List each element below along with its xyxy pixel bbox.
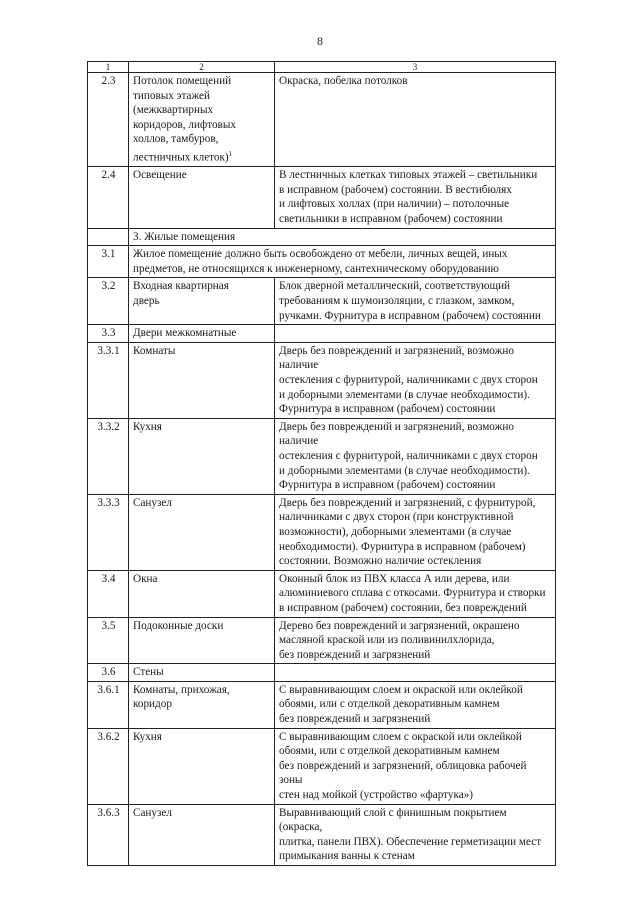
row-number: 2.3	[88, 73, 129, 167]
table-row	[88, 73, 556, 167]
row-item-name: Санузел	[129, 804, 275, 865]
requirements-table	[87, 61, 556, 866]
row-description: Блок дверной металлический, соответствующий требованиям к шумоизоляции, с глазком, замком, ручками. Фурнитура в исправном (рабочем) состоянии	[275, 278, 556, 325]
row-item-name: Стены	[129, 664, 275, 682]
row-number: 3.3	[88, 325, 129, 343]
row-item-name: Входная квартирная дверь	[129, 278, 275, 325]
row-description: Дерево без повреждений и загрязнений, окрашено масляной краской или из поливинилхлорида, без повреждений и загрязнений	[275, 617, 556, 664]
row-item-name: Комнаты, прихожая, коридор	[129, 681, 275, 728]
row-number: 3.6.1	[88, 681, 129, 728]
table-row	[88, 681, 556, 728]
table-row	[88, 804, 556, 865]
row-description: Дверь без повреждений и загрязнений, с фурнитурой, наличниками с двух сторон (при конструктивной возможности), доборными элементами (в случае необходимости). Фурнитура в исправном (рабочем) состоянии. Возможно наличие остекления	[275, 494, 556, 570]
row-number: 3.1	[88, 246, 129, 278]
row-description	[275, 664, 556, 682]
row-item-name: Кухня	[129, 418, 275, 494]
table-row	[88, 342, 556, 418]
table-row	[88, 228, 556, 246]
table-row	[88, 418, 556, 494]
table-row	[88, 617, 556, 664]
row-number: 3.3.3	[88, 494, 129, 570]
row-number: 3.3.1	[88, 342, 129, 418]
row-item-name: Окна	[129, 570, 275, 617]
row-item-name: Комнаты	[129, 342, 275, 418]
section-heading: 3. Жилые помещения	[129, 228, 556, 246]
table-row	[88, 325, 556, 343]
table-row	[88, 167, 556, 228]
row-number: 2.4	[88, 167, 129, 228]
table-row	[88, 246, 556, 278]
row-description: Окраска, побелка потолков	[275, 73, 556, 167]
row-number: 3.5	[88, 617, 129, 664]
row-item-name: Двери межкомнатные	[129, 325, 275, 343]
row-number: 3.4	[88, 570, 129, 617]
row-description: Жилое помещение должно быть освобождено от мебели, личных вещей, иных предметов, не относящихся к инженерному, сантехническому оборудованию	[129, 246, 556, 278]
row-item-name: Санузел	[129, 494, 275, 570]
row-item-name: Освещение	[129, 167, 275, 228]
table-row	[88, 278, 556, 325]
column-header: 1	[88, 62, 129, 73]
row-description: Дверь без повреждений и загрязнений, возможно наличие остекления с фурнитурой, наличниками с двух сторон и доборными элементами (в случае необходимости). Фурнитура в исправном (рабочем) состоянии	[275, 342, 556, 418]
column-header: 2	[129, 62, 275, 73]
row-description: С выравнивающим слоем с окраской или оклейкой обоями, или с отделкой декоративным камнем без повреждений и загрязнений, облицовка рабочей зоны стен над мойкой (устройство «фартука»)	[275, 728, 556, 804]
row-description: В лестничных клетках типовых этажей – светильники в исправном (рабочем) состоянии. В вестибюлях и лифтовых холлах (при наличии) – потолочные светильники в исправном (рабочем) состоянии	[275, 167, 556, 228]
page-number: 8	[317, 34, 323, 48]
row-description: Дверь без повреждений и загрязнений, возможно наличие остекления с фурнитурой, наличниками с двух сторон и доборными элементами (в случае необходимости). Фурнитура в исправном (рабочем) состоянии	[275, 418, 556, 494]
table-row	[88, 728, 556, 804]
row-item-name: Подоконные доски	[129, 617, 275, 664]
row-description: Выравнивающий слой с финишным покрытием (окраска, плитка, панели ПВХ). Обеспечение герметизации мест примыкания ванны к стенам	[275, 804, 556, 865]
row-number: 3.6.2	[88, 728, 129, 804]
row-number: 3.3.2	[88, 418, 129, 494]
row-number	[88, 228, 129, 246]
row-number: 3.2	[88, 278, 129, 325]
column-header: 3	[275, 62, 556, 73]
table-row	[88, 494, 556, 570]
table-row	[88, 570, 556, 617]
row-number: 3.6.3	[88, 804, 129, 865]
row-description	[275, 325, 556, 343]
row-item-name: Потолок помещений типовых этажей (межквартирных коридоров, лифтовых холлов, тамбуров, лестничных клеток)$^1$	[129, 73, 275, 167]
row-description: Оконный блок из ПВХ класса А или дерева, или алюминиевого сплава с откосами. Фурнитура и створки в исправном (рабочем) состоянии, без повреждений	[275, 570, 556, 617]
row-item-name: Кухня	[129, 728, 275, 804]
table-row	[88, 664, 556, 682]
row-number: 3.6	[88, 664, 129, 682]
row-description: С выравнивающим слоем и окраской или оклейкой обоями, или с отделкой декоративным камнем без повреждений и загрязнений	[275, 681, 556, 728]
table-header-row	[88, 62, 556, 73]
